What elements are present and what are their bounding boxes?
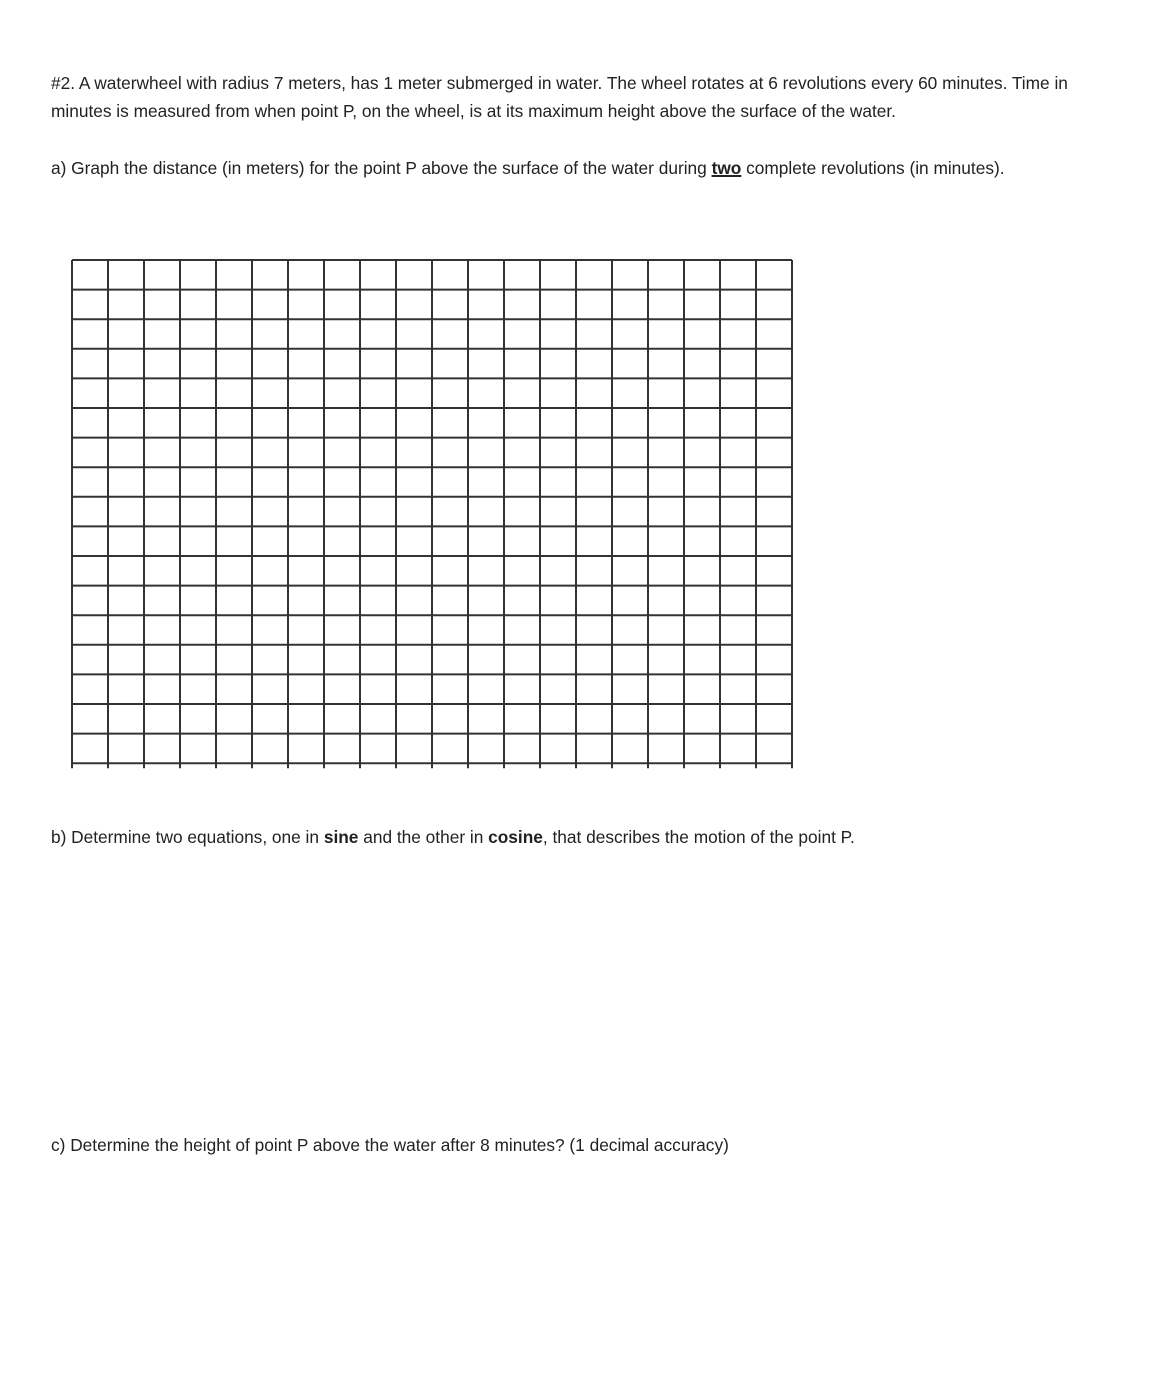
- part-a-emphasis: two: [711, 158, 742, 178]
- sine-emphasis: sine: [323, 827, 359, 847]
- part-c-prompt: c) Determine the height of point P above the water after 8 minutes? (1 decimal accuracy): [51, 1135, 729, 1155]
- part-b-prompt: [51, 823, 1121, 851]
- part-b-text: b) Determine two equations, one in: [51, 827, 324, 847]
- graph-grid[interactable]: [70, 258, 795, 770]
- cosine-emphasis: cosine: [488, 827, 543, 847]
- part-a-prompt: [51, 154, 1121, 182]
- part-b-text-mid: and the other in: [358, 827, 489, 847]
- part-a-text-end: complete revolutions (in minutes).: [741, 158, 1005, 178]
- question-intro: #2. A waterwheel with radius 7 meters, has 1 meter submerged in water. The wheel rotates at 6 revolutions every 60 minutes. Time in minutes is measured from when point P, on the wheel, is at its maximum height above the surface of the water.: [51, 73, 1068, 121]
- part-a-text: a) Graph the distance (in meters) for the point P above the surface of the water during: [51, 158, 712, 178]
- part-b-text-end: , that describes the motion of the point P.: [542, 827, 855, 847]
